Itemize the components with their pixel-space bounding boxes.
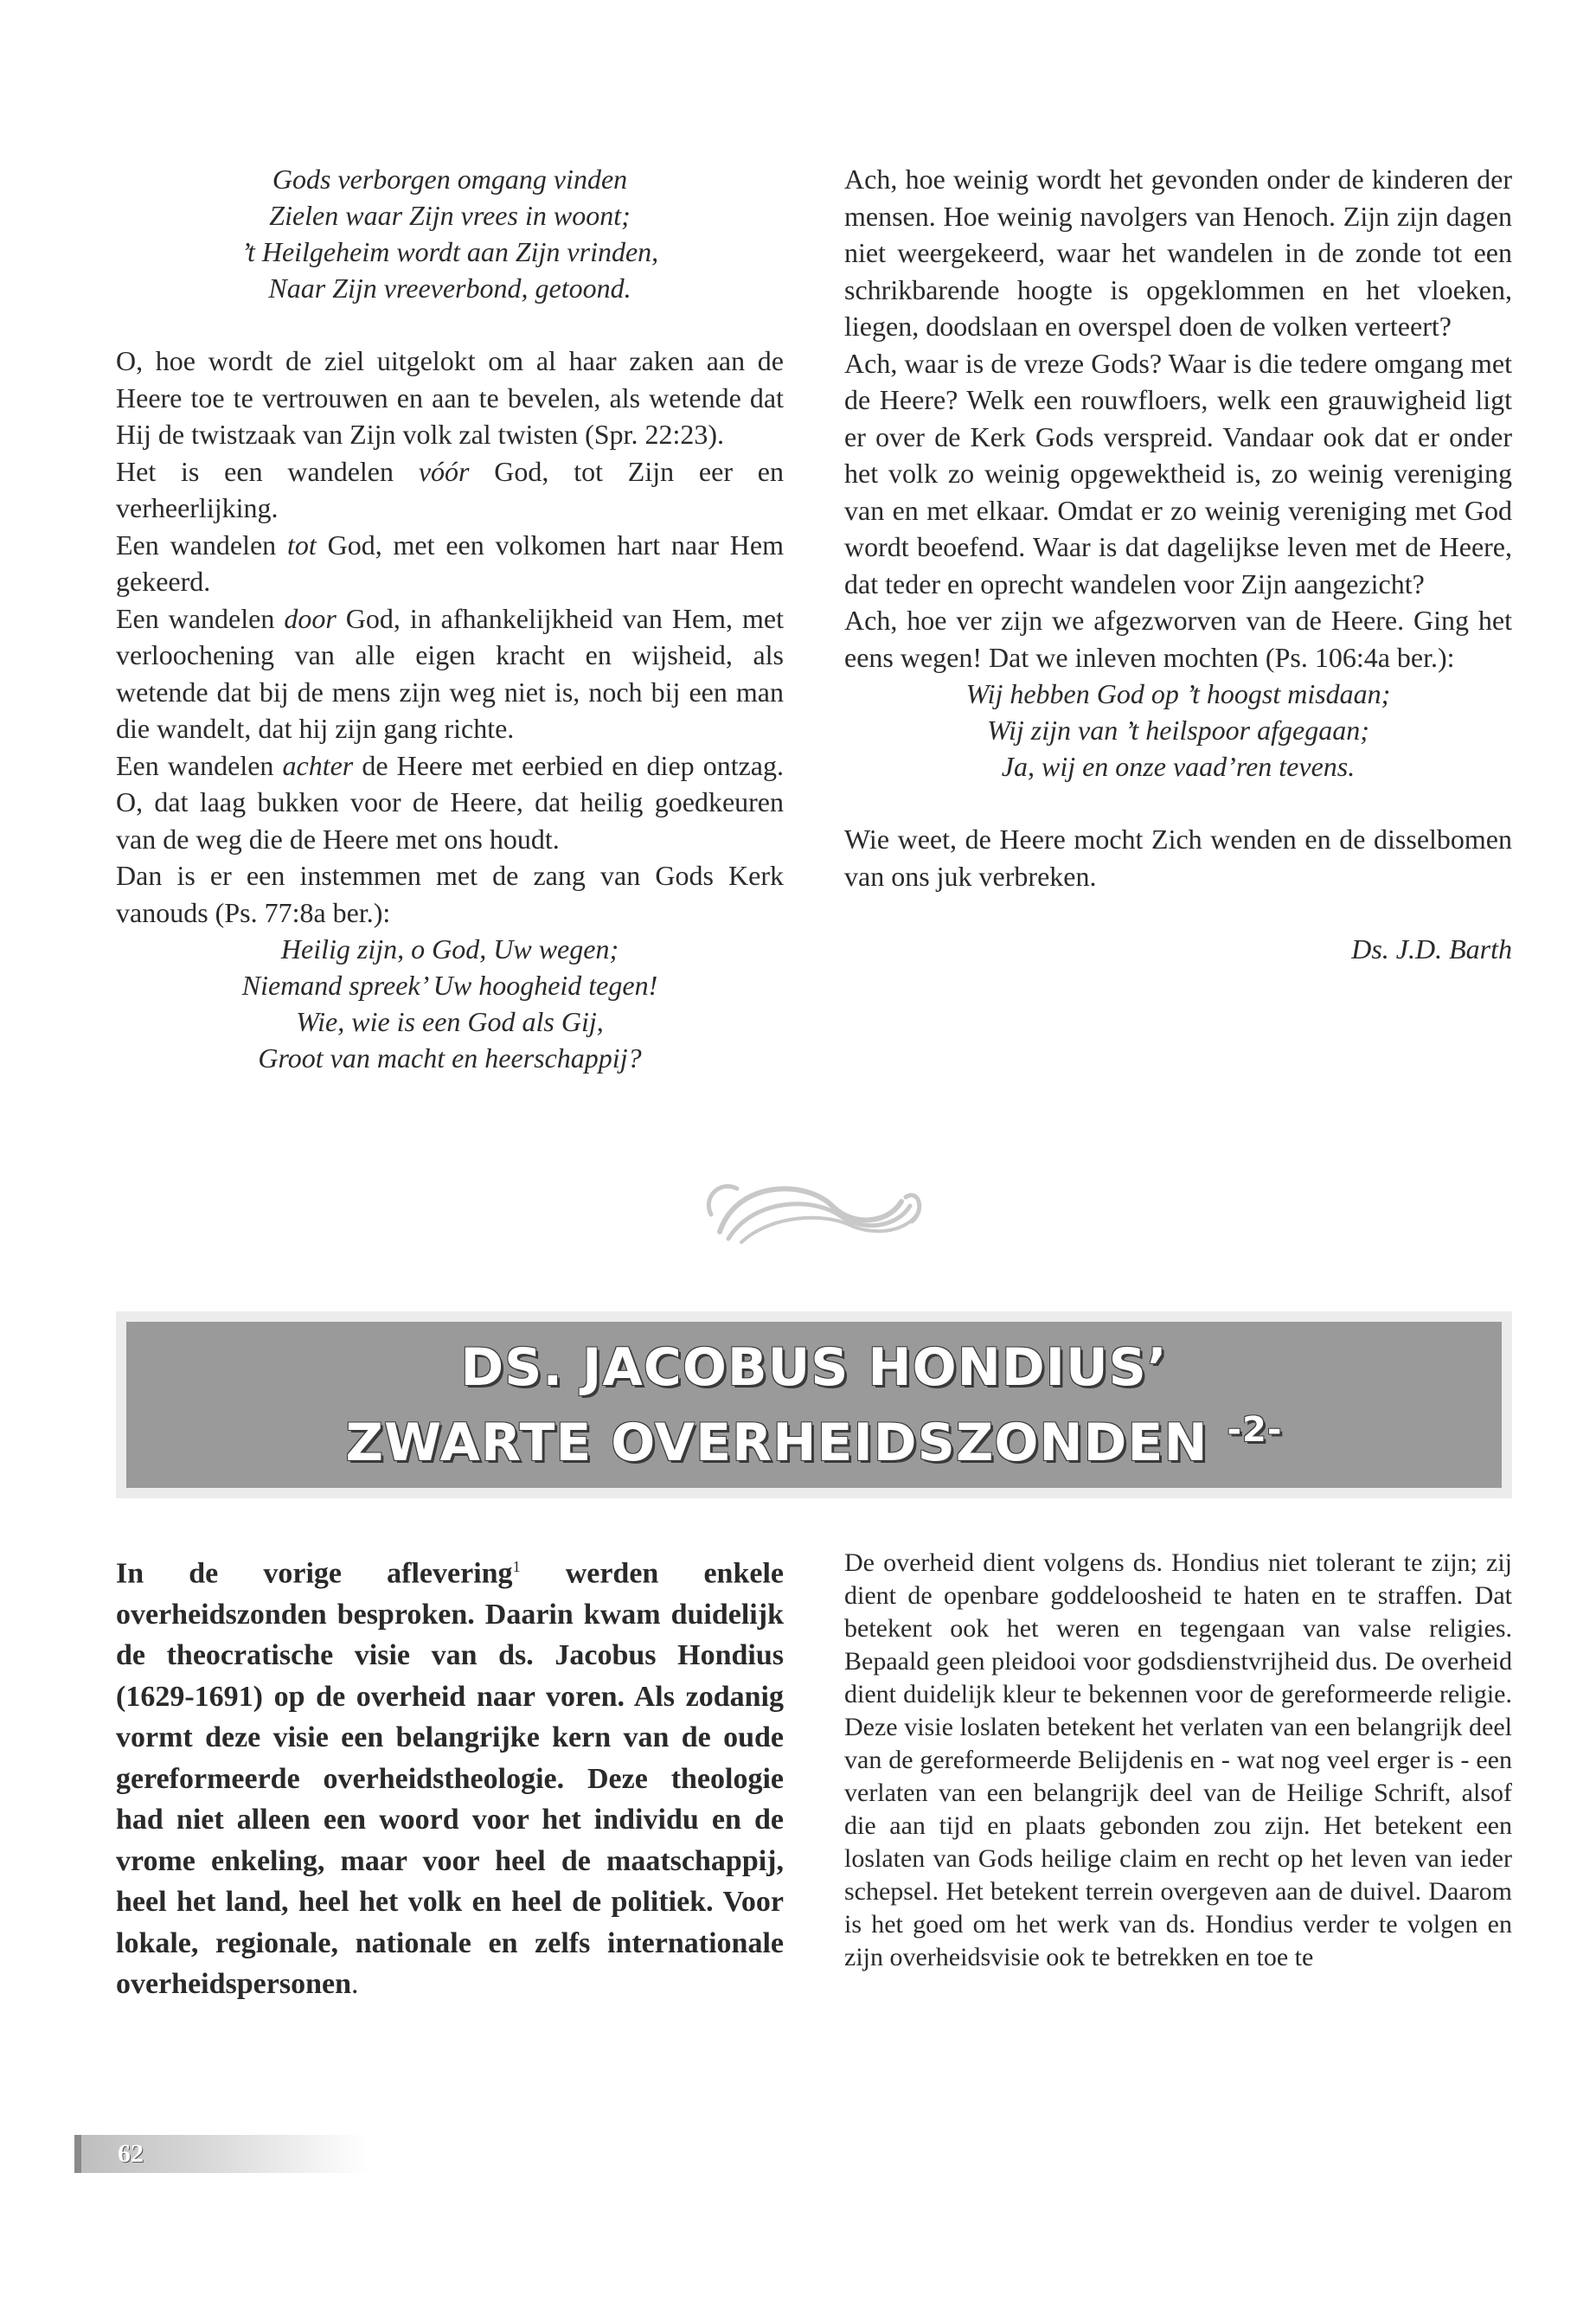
footer-bar (74, 2135, 81, 2173)
article-title-banner (116, 1311, 1512, 1498)
article-title-line-2: ZWARTE OVERHEIDSZONDEN $^{-2-}$ (345, 1409, 1283, 1473)
paragraph: Wie weet, de Heere mocht Zich wenden en de disselbomen van ons juk verbreken. (844, 824, 1512, 892)
emphasis: achter (282, 749, 354, 781)
article-title-line-1: DS. JACOBUS HONDIUS’ (460, 1336, 1168, 1398)
verse-gods-verborgen-omgang (116, 161, 784, 306)
footnote-ref[interactable]: 1 (512, 1558, 521, 1575)
verse-line: Groot van macht en heerschappij? (258, 1042, 642, 1074)
verse-line: Wie, wie is een God als Gij, (296, 1006, 604, 1037)
paragraph: O, hoe wordt de ziel uitgelokt om al haar zaken aan de Heere toe te vertrouwen en aan te bevelen, als wetende dat Hij de twistzaak van Zijn volk zal twisten (Spr. 22:23). (116, 345, 784, 450)
paragraph: De overheid dient volgens ds. Hondius niet tolerant te zijn; zij dient de openbare goddeloosheid te haten en te straffen. Dat betekent ook het weren en tegengaan van valse religies. Bepaald geen pleidooi voor godsdienstvrijheid dus. De overheid dient duidelijk kleur te bekennen voor de gereformeerde religie. Deze visie loslaten betekent het verlaten van een belangrijk deel van de gereformeerde Belijdenis en - wat nog veel erger is - een verlaten van een belangrijk deel van de Heilige Schrift, alsof die aan tijd en plaats gebonden zou zijn. Het betekent een loslaten van Gods heilige claim en recht op het leven van ieder schepsel. Het betekent terrein overgeven aan de duivel. Daarom is het goed om het werk van ds. Hondius verder te volgen en zijn overheidsvisie ook te betrekken en toe te (844, 1548, 1512, 1971)
verse-line: Naar Zijn vreeverbond, getoond. (268, 272, 631, 304)
paragraph: Het is een wandelen vóór God, tot Zijn eer en verheerlijking. (116, 455, 785, 523)
paragraph: Dan is er een instemmen met de zang van Gods Kerk vanouds (Ps. 77:8a ber.): (116, 860, 784, 928)
verse-line: Ja, wij en onze vaad’ren tevens. (1001, 751, 1356, 782)
paragraph: Ach, hoe weinig wordt het gevonden onder de kinderen der mensen. Hoe weinig navolgers van Henoch. Zijn zijn dagen niet weergekeerd, waar het wandelen in de zonde tot een schrikbarende hoogte is opgeklommen en het vloeken, liegen, doodslaan en overspel doen de volken verteert? (844, 163, 1512, 342)
article-title-inner (126, 1322, 1502, 1488)
verse-line: Niemand spreek’ Uw hoogheid tegen! (241, 970, 658, 1001)
emphasis: vóór (418, 455, 470, 487)
column-bottom-left (116, 1547, 784, 2005)
verse-wij-hebben-god (844, 676, 1512, 785)
paragraph: Ach, waar is de vreze Gods? Waar is die tedere omgang met de Heere? Welk een rouwfloers, welk een grauwigheid ligt er over de Kerk Gods verspreid. Vandaar ook dat er onder het volk zo weinig opgewektheid is, zo weinig vereniging van en met elkaar. Omdat er zo weinig vereniging met God wordt beoefend. Waar is dat dagelijkse leven met de Heere, dat teder en oprecht wandelen voor Zijn aangezicht? (844, 347, 1512, 599)
verse-line: ’t Heilgeheim wordt aan Zijn vrinden, (240, 236, 659, 267)
part-number: -2- (1227, 1409, 1283, 1450)
paragraph: Ach, hoe ver zijn we afgezworven van de Heere. Ging het eens wegen! Dat we inleven mochten (Ps. 106:4a ber.): (844, 605, 1512, 673)
article-text-top-right (844, 161, 1512, 676)
article-text-top-left (116, 343, 784, 931)
verse-line: Wij hebben God op ’t hoogst misdaan; (965, 678, 1391, 709)
column-bottom-right (844, 1547, 1512, 1974)
column-top-left (116, 161, 784, 1076)
article-text-closing (844, 821, 1512, 894)
author-signature: Ds. J.D. Barth (1351, 933, 1512, 965)
verse-line: Gods verborgen omgang vinden (272, 163, 628, 195)
verse-line: Zielen waar Zijn vrees in woont; (269, 200, 631, 231)
page-footer (74, 2135, 369, 2173)
emphasis: tot (287, 529, 317, 561)
article-body (844, 1547, 1512, 1974)
verse-heilig-zijn (116, 931, 784, 1076)
paragraph: Een wandelen door God, in afhankelijkheid van Hem, met verloochening van alle eigen kracht en wijsheid, als wetende dat bij de mens zijn weg niet is, noch bij een man die wandelt, dat hij zijn gang richte. (116, 602, 785, 744)
paragraph: Een wandelen tot God, met een volkomen hart naar Hem gekeerd. (116, 529, 785, 597)
paragraph: Een wandelen achter de Heere met eerbied en diep ontzag. O, dat laag bukken voor de Heere, dat heilig goedkeuren van de weg die de Heere met ons houdt. (116, 749, 785, 855)
article-lead (116, 1547, 784, 2005)
emphasis: door (284, 602, 337, 634)
verse-line: Heilig zijn, o God, Uw wegen; (280, 933, 619, 965)
page-number: 62 (118, 2139, 144, 2168)
scroll-flourish-icon (702, 1163, 927, 1258)
lead-paragraph: In de vorige aflevering$^1$ werden enkele overheidszonden besproken. Daarin kwam duidelijk de theocratische visie van ds. Jacobus Hondius (1629-1691) op de overheid naar voren. Als zodanig vormt deze visie een belangrijke kern van de oude gereformeerde overheidstheologie. Deze theologie had niet alleen een woord voor het individu en de vrome enkeling, maar voor heel de maatschappij, heel het land, heel het volk en heel de politiek. Voor lokale, regionale, nationale en zelfs internationale overheidspersonen. (116, 1557, 785, 2001)
column-top-right (844, 161, 1512, 967)
verse-line: Wij zijn van ’t heilspoor afgegaan; (987, 715, 1369, 746)
